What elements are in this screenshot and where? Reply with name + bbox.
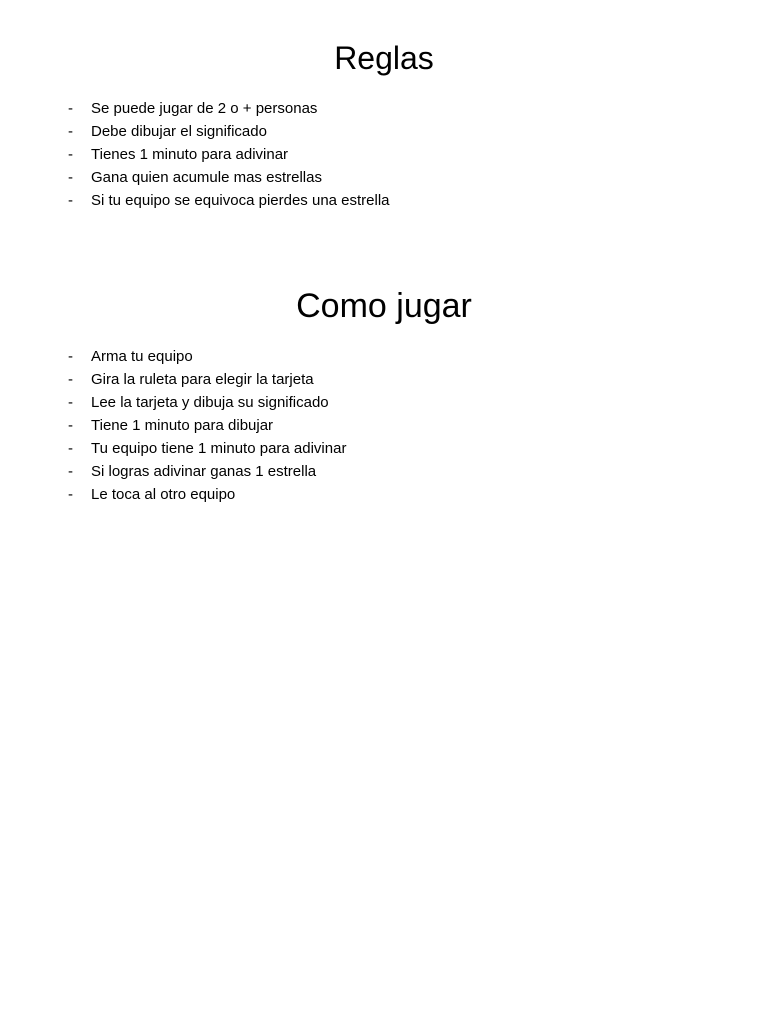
list-item-text: Si tu equipo se equivoca pierdes una estrella [91,192,390,209]
bullet-dash: - [68,394,73,411]
list-item [0,391,768,414]
list-item-text: Lee la tarjeta y dibuja su significado [91,394,329,411]
list-item [0,189,768,212]
list-item [0,345,768,368]
list-item-text: Tu equipo tiene 1 minuto para adivinar [91,440,347,457]
bullet-dash: - [68,146,73,163]
list-item [0,437,768,460]
list-item [0,166,768,189]
como-jugar-list [0,345,768,506]
bullet-dash: - [68,440,73,457]
bullet-dash: - [68,463,73,480]
como-jugar-title: Como jugar [296,287,472,325]
bullet-dash: - [68,100,73,117]
bullet-dash: - [68,417,73,434]
list-item-text: Si logras adivinar ganas 1 estrella [91,463,317,480]
list-item [0,143,768,166]
list-item [0,460,768,483]
list-item-text: Tiene 1 minuto para dibujar [91,417,274,434]
list-item [0,120,768,143]
list-item-text: Se puede jugar de 2 o + personas [91,100,318,117]
reglas-title: Reglas [334,40,434,76]
bullet-dash: - [68,371,73,388]
list-item-text: Debe dibujar el significado [91,123,267,140]
list-item-text: Le toca al otro equipo [91,486,236,503]
list-item [0,97,768,120]
list-item [0,368,768,391]
list-item-text: Arma tu equipo [91,348,193,365]
bullet-dash: - [68,192,73,209]
list-item-text: Tienes 1 minuto para adivinar [91,146,289,163]
list-item [0,483,768,506]
list-item-text: Gira la ruleta para elegir la tarjeta [91,371,314,388]
list-item [0,414,768,437]
reglas-list [0,97,768,212]
bullet-dash: - [68,348,73,365]
bullet-dash: - [68,486,73,503]
bullet-dash: - [68,123,73,140]
bullet-dash: - [68,169,73,186]
list-item-text: Gana quien acumule mas estrellas [91,169,322,186]
